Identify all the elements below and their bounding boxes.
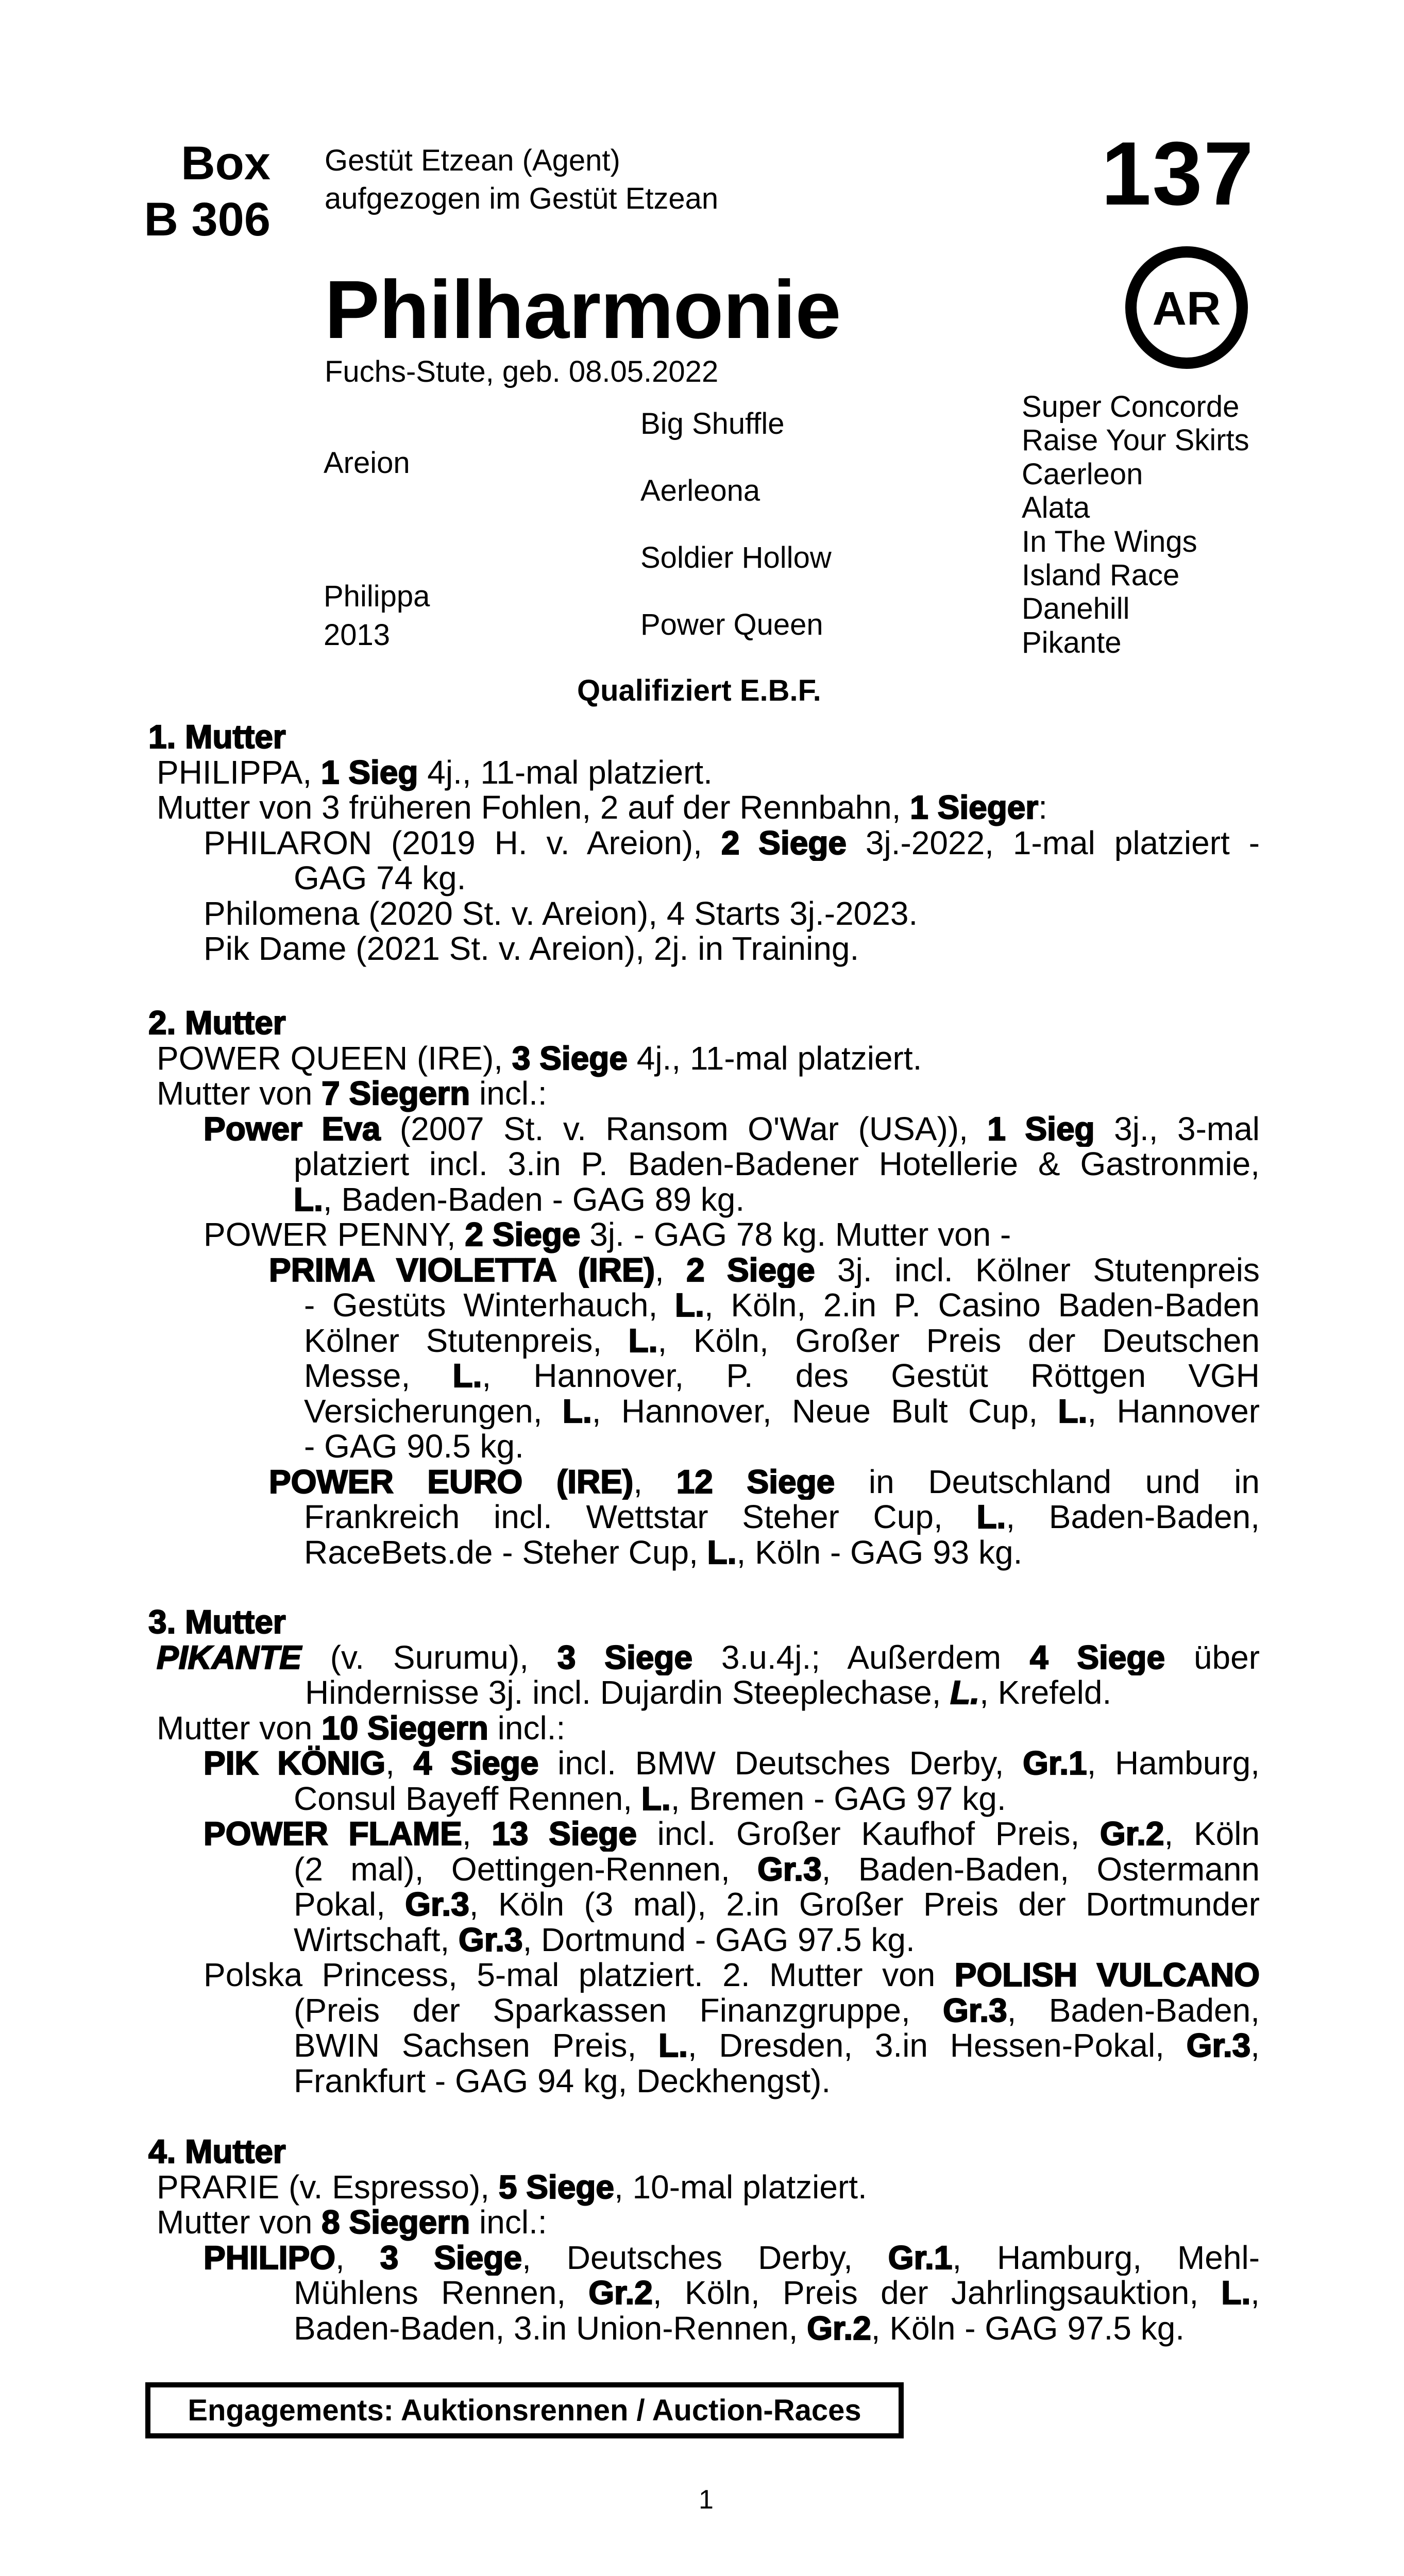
text: Pik Dame (2021 St. v. Areion), 2j. in Training.: [204, 930, 859, 967]
text-line: [304, 1499, 1260, 1535]
text-line: [294, 1887, 1260, 1922]
text: 3j. - GAG 78 kg. Mutter von -: [580, 1216, 1011, 1253]
text: incl. Großer Kaufhof Preis,: [636, 1816, 1100, 1852]
text: Mutter von 3 früheren Fohlen, 2 auf der Rennbahn,: [157, 789, 910, 826]
text-line: [304, 1535, 1022, 1570]
text: , Krefeld.: [979, 1674, 1112, 1711]
text-line: [304, 1358, 1260, 1394]
page-number: 1: [699, 2485, 714, 2515]
box-label: Box: [181, 137, 270, 190]
text: Pokal,: [294, 1887, 405, 1922]
pedigree-great-grandparent: In The Wings: [1022, 525, 1197, 558]
text: Mutter von: [157, 2204, 322, 2241]
bold-text: 1 Sieg: [987, 1111, 1095, 1147]
ar-badge-label: AR: [1152, 282, 1221, 335]
text: ,: [1250, 2028, 1260, 2063]
text: 3j.-2022, 1-mal platziert -: [847, 825, 1260, 861]
text: - GAG 90.5 kg.: [304, 1428, 524, 1465]
text-line: [294, 1922, 915, 1958]
text: incl.:: [488, 1709, 566, 1747]
text-line: [157, 1076, 547, 1111]
text-line: [157, 1710, 565, 1746]
text: Messe,: [304, 1358, 453, 1394]
bold-text: L.: [674, 1287, 704, 1323]
text: ,: [633, 1464, 676, 1500]
text: , Köln, 2.in P. Casino Baden-Baden: [704, 1287, 1260, 1323]
pedigree-great-grandparent: Super Concorde: [1022, 390, 1240, 423]
text-line: [294, 2063, 831, 2099]
bold-text: Gr.1: [1023, 1745, 1087, 1781]
pedigree-grandparent: Power Queen: [640, 608, 823, 641]
bold-text: 5 Siege: [498, 2168, 614, 2206]
text-line: [294, 860, 466, 896]
text: , Dortmund - GAG 97.5 kg.: [522, 1921, 915, 1958]
text: platziert incl. 3.in P. Baden-Badener Hotellerie & Gastronmie,: [294, 1146, 1260, 1182]
text: Mühlens Rennen,: [294, 2275, 589, 2311]
text: , Hannover, Neue Bult Cup,: [591, 1393, 1058, 1429]
text-line: [157, 1640, 1260, 1675]
text-line: [294, 2311, 1185, 2346]
bold-text: Gr.3: [459, 1921, 523, 1958]
text: , Hamburg,: [1087, 1745, 1260, 1781]
bold-text: L.: [628, 1323, 658, 1359]
text: 4j., 11-mal platziert.: [627, 1039, 922, 1077]
bold-text: Power Eva: [204, 1111, 381, 1147]
text-line: [304, 1323, 1260, 1359]
text: , Deutsches Derby,: [522, 2240, 888, 2276]
text-line: [269, 1252, 1260, 1288]
text: - Gestüts Winterhauch,: [304, 1287, 675, 1323]
bold-text: POWER FLAME: [204, 1816, 462, 1852]
bold-text: Gr.2: [588, 2275, 653, 2311]
raised-at: aufgezogen im Gestüt Etzean: [325, 182, 719, 215]
text-line: [204, 1217, 1011, 1252]
bold-text: 2 Siege: [686, 1252, 815, 1288]
text: (2007 St. v. Ransom O'War (USA)),: [380, 1111, 988, 1147]
bold-text: Gr.2: [807, 2309, 871, 2347]
pedigree-great-grandparent: Danehill: [1022, 592, 1130, 625]
text: , Baden-Baden - GAG 89 kg.: [323, 1180, 745, 1218]
text-line: [204, 931, 859, 967]
text: , Köln, Großer Preis der Deutschen: [657, 1323, 1260, 1359]
text: ,: [462, 1816, 492, 1852]
bold-text: 1 Sieger: [910, 789, 1039, 826]
bold-text: Gr.3: [943, 1992, 1007, 2028]
text: :: [1038, 789, 1048, 826]
bold-text: PIK KÖNIG: [204, 1745, 386, 1781]
text: 3j., 3-mal: [1094, 1111, 1260, 1147]
bold-text: 4 Siege: [413, 1745, 539, 1781]
section-heading: 1. Mutter: [148, 718, 286, 755]
text: PHILARON (2019 H. v. Areion),: [204, 825, 721, 861]
text: ,: [385, 1745, 414, 1781]
text: , Hannover, P. des Gestüt Röttgen VGH: [482, 1358, 1260, 1394]
bold-text: Gr.3: [1186, 2028, 1251, 2063]
bold-text: L.: [950, 1674, 980, 1711]
bold-text: 3 Siege: [512, 1039, 628, 1077]
text: 3j. incl. Kölner Stutenpreis: [815, 1252, 1260, 1288]
text-line: [294, 1182, 745, 1217]
text: , Dresden, 3.in Hessen-Pokal,: [687, 2028, 1187, 2063]
text: , Bremen - GAG 97 kg.: [670, 1780, 1006, 1817]
bold-text: 10 Siegern: [322, 1709, 488, 1747]
horse-name: Philharmonie: [325, 263, 841, 355]
text: in Deutschland und in: [835, 1464, 1260, 1500]
text: Philomena (2020 St. v. Areion), 4 Starts 3j.-2023.: [204, 894, 918, 932]
bold-text: L.: [658, 2028, 688, 2063]
text-line: [294, 2275, 1260, 2311]
bold-text: Gr.2: [1099, 1816, 1164, 1852]
text: Frankreich incl. Wettstar Steher Cup,: [304, 1499, 977, 1535]
text: (2 mal), Oettingen-Rennen,: [294, 1851, 758, 1887]
text-line: [305, 1675, 1111, 1710]
text: incl.:: [470, 2204, 547, 2241]
text-line: [294, 2028, 1260, 2063]
text: incl.:: [470, 1075, 547, 1112]
text: PHILIPPA,: [157, 753, 321, 791]
bold-text: PRIMA VIOLETTA (IRE): [269, 1252, 655, 1288]
text: , Köln (3 mal), 2.in Großer Preis der Dortmunder: [469, 1887, 1260, 1922]
text: , Baden-Baden,: [1006, 1499, 1260, 1535]
bold-text: Gr.3: [405, 1887, 469, 1922]
text-line: [304, 1394, 1260, 1429]
text: RaceBets.de - Steher Cup,: [304, 1533, 707, 1571]
text: Frankfurt - GAG 94 kg, Deckhengst).: [294, 2062, 831, 2099]
text-line: [157, 1041, 922, 1076]
pedigree-dam-year: 2013: [324, 618, 391, 652]
text: incl. BMW Deutsches Derby,: [538, 1745, 1023, 1781]
text: Versicherungen,: [304, 1393, 563, 1429]
text: POWER PENNY,: [204, 1216, 465, 1253]
bold-text: L.: [1058, 1393, 1088, 1429]
text: Hindernisse 3j. incl. Dujardin Steeplechase,: [305, 1674, 951, 1711]
text-line: [157, 790, 1047, 825]
text: ,: [335, 2240, 380, 2276]
qualified-ebf: Qualifiziert E.B.F.: [577, 674, 821, 707]
horse-description: Fuchs-Stute, geb. 08.05.2022: [325, 355, 719, 388]
bold-text: 2 Siege: [721, 825, 847, 861]
pedigree-grandparent: Aerleona: [640, 474, 760, 507]
bold-text: Gr.3: [757, 1851, 822, 1887]
bold-text: 2 Siege: [465, 1216, 581, 1253]
text: , Baden-Baden, Ostermann: [821, 1851, 1260, 1887]
text: Mutter von: [157, 1075, 322, 1112]
bold-text: 8 Siegern: [322, 2204, 470, 2241]
pedigree-great-grandparent: Pikante: [1022, 626, 1122, 659]
text: BWIN Sachsen Preis,: [294, 2028, 658, 2063]
bold-text: PHILIPO: [204, 2240, 336, 2276]
engagements-label: Engagements: Auktionsrennen / Auction-Races: [188, 2393, 861, 2427]
section-heading: 4. Mutter: [148, 2133, 286, 2170]
text-line: [269, 1464, 1260, 1500]
bold-text: POLISH VULCANO: [954, 1957, 1260, 1993]
pedigree-dam: Philippa: [324, 580, 430, 613]
pedigree-grandparent: Soldier Hollow: [640, 541, 832, 574]
pedigree-great-grandparent: Raise Your Skirts: [1022, 423, 1249, 457]
text: Wirtschaft,: [294, 1921, 459, 1958]
lot-number: 137: [1101, 124, 1255, 224]
text: Baden-Baden, 3.in Union-Rennen,: [294, 2309, 807, 2347]
text-line: [204, 2240, 1260, 2276]
consignor: Gestüt Etzean (Agent): [325, 144, 620, 177]
pedigree-great-grandparent: Alata: [1022, 491, 1090, 524]
bold-text: L.: [641, 1780, 671, 1817]
text-line: [157, 2170, 867, 2205]
bold-text: L.: [562, 1393, 592, 1429]
pedigree-sire: Areion: [324, 446, 410, 480]
text-line: [157, 2205, 547, 2240]
text: ,: [1250, 2275, 1260, 2311]
section-heading: 2. Mutter: [148, 1004, 286, 1041]
text: , Hamburg, Mehl-: [952, 2240, 1260, 2276]
text: , 10-mal platziert.: [614, 2168, 867, 2206]
text-line: [204, 1957, 1260, 1993]
bold-text: 7 Siegern: [322, 1075, 470, 1112]
text-line: [294, 1146, 1260, 1182]
bold-text: POWER EURO (IRE): [269, 1464, 634, 1500]
text-line: [294, 1852, 1260, 1887]
bold-text: 12 Siege: [676, 1464, 835, 1500]
bold-text: L.: [294, 1180, 323, 1218]
text: , Köln: [1164, 1816, 1260, 1852]
bold-text: 3 Siege: [557, 1639, 693, 1675]
text: , Baden-Baden,: [1007, 1992, 1260, 2028]
text-line: [294, 1993, 1260, 2028]
bold-text: L.: [1221, 2275, 1251, 2311]
text: 3.u.4j.; Außerdem: [692, 1639, 1030, 1675]
bold-text: L.: [976, 1499, 1006, 1535]
text: 4j., 11-mal platziert.: [418, 753, 713, 791]
bold-text: L.: [452, 1358, 482, 1394]
ar-badge-icon: [1125, 246, 1248, 369]
pedigree-great-grandparent: Caerleon: [1022, 457, 1143, 491]
bold-text: L.: [707, 1533, 737, 1571]
text-line: [204, 1111, 1260, 1147]
text: (Preis der Sparkassen Finanzgruppe,: [294, 1992, 943, 2028]
engagements-box: [145, 2382, 904, 2438]
text-line: [204, 825, 1260, 861]
bold-text: 3 Siege: [380, 2240, 522, 2276]
text-line: [204, 896, 918, 931]
text-line: [204, 1816, 1260, 1852]
text-line: [204, 1745, 1260, 1781]
pedigree-grandparent: Big Shuffle: [640, 407, 785, 440]
text: über: [1165, 1639, 1260, 1675]
pedigree-great-grandparent: Island Race: [1022, 558, 1180, 592]
text: PRARIE (v. Espresso),: [157, 2168, 499, 2206]
text: Consul Bayeff Rennen,: [294, 1780, 641, 1817]
text: POWER QUEEN (IRE),: [157, 1039, 512, 1077]
text: ,: [655, 1252, 687, 1288]
text: Mutter von: [157, 1709, 322, 1747]
text: Polska Princess, 5-mal platziert. 2. Mutter von: [204, 1957, 955, 1993]
text-line: [304, 1429, 524, 1464]
text: , Köln - GAG 97.5 kg.: [871, 2309, 1185, 2347]
text: Kölner Stutenpreis,: [304, 1323, 629, 1359]
text: GAG 74 kg.: [294, 859, 466, 896]
section-heading: 3. Mutter: [148, 1603, 286, 1640]
box-number: B 306: [144, 193, 270, 246]
text-line: [157, 755, 713, 790]
bold-text: PIKANTE: [157, 1639, 301, 1675]
text: , Hannover: [1087, 1393, 1260, 1429]
text: , Köln, Preis der Jahrlingsauktion,: [652, 2275, 1222, 2311]
bold-text: 13 Siege: [492, 1816, 637, 1852]
text: (v. Surumu),: [301, 1639, 557, 1675]
text-line: [294, 1781, 1006, 1817]
bold-text: Gr.1: [888, 2240, 953, 2276]
text: , Köln - GAG 93 kg.: [736, 1533, 1023, 1571]
text-line: [304, 1287, 1260, 1323]
bold-text: 4 Siege: [1029, 1639, 1165, 1675]
bold-text: 1 Sieg: [320, 753, 418, 791]
